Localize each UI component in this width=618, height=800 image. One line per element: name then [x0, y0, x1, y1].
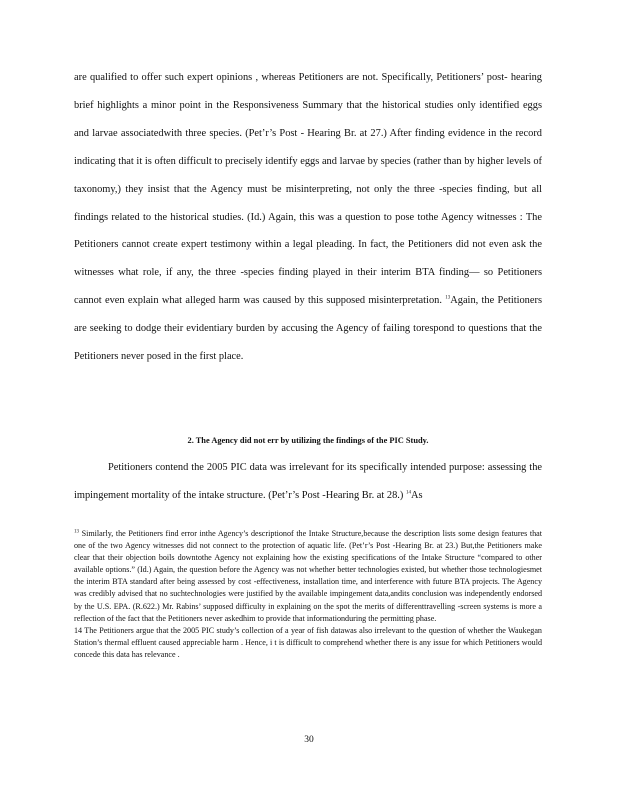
footnote-14-text: The Petitioners argue that the 2005 PIC study’s collection of a year of fish datawas also irrelevant to the question of whether the Waukegan Station’s thermal effluent caused appreciable harm . Hence, i t is difficult to comprehend whether there is any issue for which Petitioners would concede this data has relevance . [74, 625, 542, 659]
section-heading: 2. The Agency did not err by utilizing the findings of the PIC Study. [187, 436, 429, 445]
body-paragraph-1 [74, 64, 542, 371]
paragraph-1-tail: Again, the Petitioners are seeking to dodge their evidentiary burden by accusing the Agency of failing torespond to questions that the Petitioners never posed in the first place. [74, 295, 542, 363]
footnote-14-ref[interactable]: 14 [405, 490, 411, 496]
body-paragraph-2 [74, 454, 542, 510]
footnote-13-marker: 13 [74, 529, 79, 535]
paragraph-2-tail: As [410, 489, 423, 501]
paragraph-1-text: are qualified to offer such expert opinions , whereas Petitioners are not. Specifically, Petitioners’ post- hearing brief highlights a minor point in the Responsiveness Summary that the historical studies only identified eggs and larvae associatedwith three species. (Pet’r’s Post - Hearing Br. at 27.) After finding evidence in the record indicating that it is often difficult to precisely identify eggs and larvae by species (rather than by higher levels of taxonomy,) they insist that the Agency must be misinterpreting, not only the three -species finding, but all findings related to the historical studies. (Id.) Again, this was a question to pose tothe Agency witnesses : The Petitioners cannot create expert testimony within a legal pleading. In fact, the Petitioners did not even ask the witnesses what role, if any, the three -species finding played in their interim BTA finding— so Petitioners cannot even explain what alleged harm was caused by this supposed misinterpretation. [74, 72, 542, 307]
footnote-13-text: Similarly, the Petitioners find error inthe Agency’s descriptionof the Intake Structure,because the description lists some design features that one of the two Agency witnesses did not connect to the protection of aquatic life. (Pet’r’s Post -Hearing Br. at 23.) But,the Petitioners make clear that their objection boils downtothe Agency not explaining how the existing specifications of the Intake Structure “compared to other available options.” (Id.) Again, the question before the Agency was not whether better technologies existed, but whether those technologiesmet the interim BTA standard after being assessed by cost -effectiveness, installation time, and interference with future BTA projects. The Agency was credibly advised that no suchtechnologies were justified by the available impingement data,andits conclusion was independently endorsed by the U.S. EPA. (R.622.) Mr. Rabins’ supposed difficulty in explaining on the spot the merits of differenttravelling -screen systems is more a reflection of the fact that the Petitioners never askedhim to provide that informationduring the permitting phase. [74, 529, 542, 623]
footnote-14-marker: 14 [74, 625, 83, 635]
paragraph-2-text: Petitioners contend the 2005 PIC data was irrelevant for its specifically intended purpose: assessing the impingement mortality of the intake structure. (Pet’r’s Post -Hearing Br. at 28.) [74, 462, 542, 501]
page-number: 30 [304, 735, 314, 745]
footnote-13 [74, 528, 542, 625]
footnote-13-ref[interactable]: 13 [445, 295, 451, 301]
footnote-14 [74, 625, 542, 661]
footnotes-section [74, 528, 542, 661]
